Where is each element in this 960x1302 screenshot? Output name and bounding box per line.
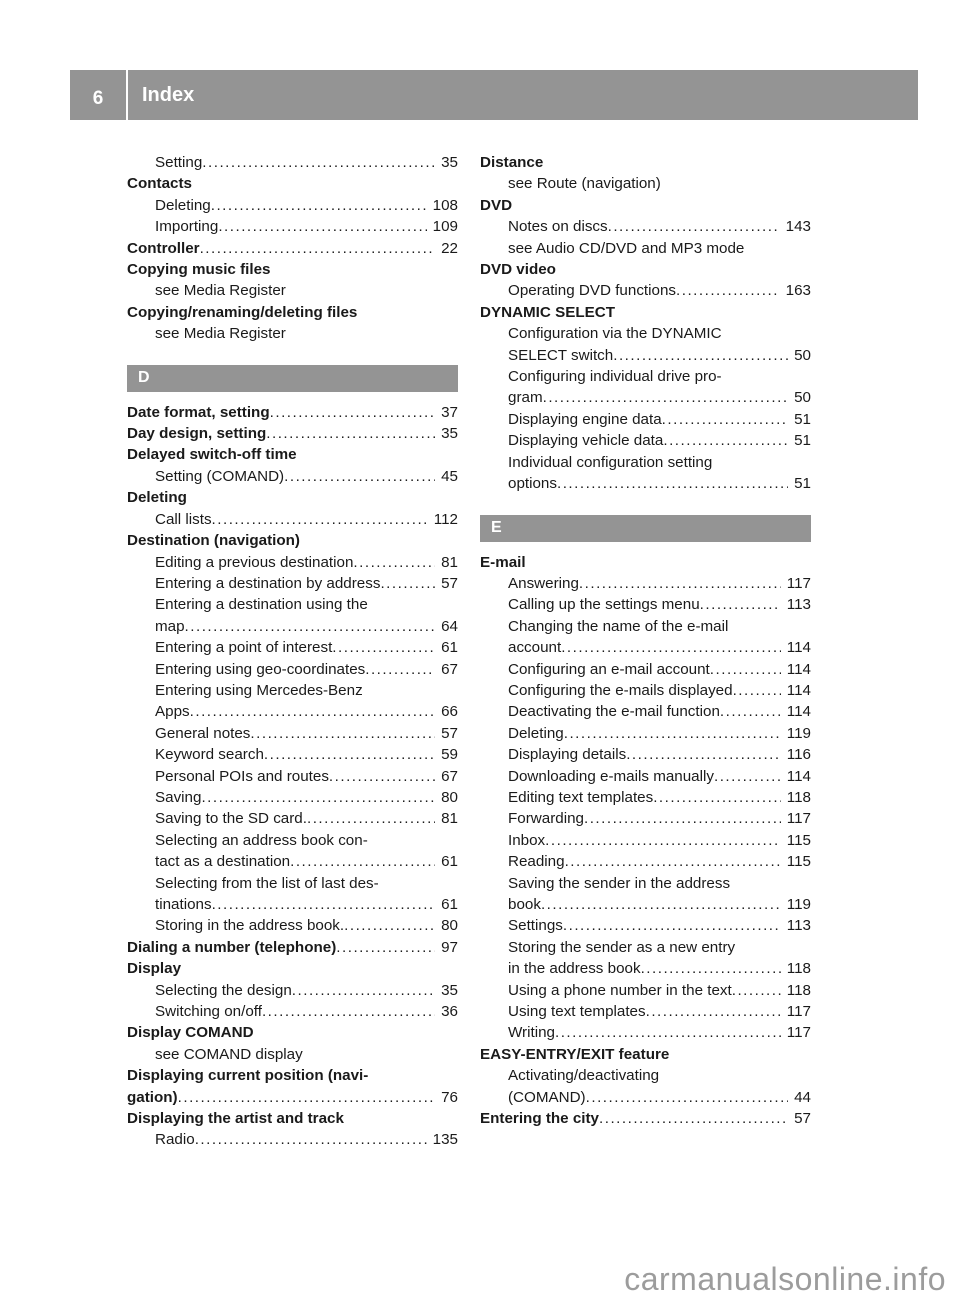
- index-subentry: [480, 1022, 811, 1043]
- page-reference[interactable]: 113: [786, 596, 811, 614]
- leader-dots: [561, 637, 781, 658]
- leader-dots: [178, 1087, 435, 1108]
- leader-dots: [212, 894, 436, 915]
- page-reference[interactable]: 114: [786, 639, 811, 657]
- leader-dots: [555, 1022, 781, 1043]
- page-reference[interactable]: 135: [432, 1131, 458, 1149]
- index-entry: [127, 302, 458, 323]
- entry-label: Deleting: [127, 489, 187, 507]
- index-subentry: [480, 409, 811, 430]
- index-subentry: [480, 915, 811, 936]
- index-subentry: [480, 637, 811, 658]
- entry-label: Individual configuration setting: [508, 453, 713, 471]
- index-entry: [127, 958, 458, 979]
- index-entry: [480, 1044, 811, 1065]
- index-entry: [480, 1108, 811, 1129]
- entry-label: Day design, setting: [127, 425, 267, 443]
- leader-dots: [557, 473, 788, 494]
- index-subentry: [127, 216, 458, 237]
- index-subentry: [127, 744, 458, 765]
- entry-label: Writing: [508, 1024, 555, 1042]
- index-subentry: [480, 701, 811, 722]
- leader-dots: [579, 573, 781, 594]
- entry-label: Inbox: [508, 831, 546, 849]
- index-subentry: [480, 366, 811, 387]
- page-reference[interactable]: 50: [794, 389, 811, 407]
- leader-dots: [565, 851, 781, 872]
- index-subentry: [127, 851, 458, 872]
- leader-dots: [545, 830, 781, 851]
- watermark: carmanualsonline.info: [624, 1261, 946, 1297]
- page-reference[interactable]: 117: [786, 810, 811, 828]
- entry-label: (COMAND): [508, 1088, 586, 1106]
- index-subentry: [480, 473, 811, 494]
- index-entry: [127, 423, 458, 444]
- index-entry: [480, 195, 811, 216]
- entry-label: Editing a previous destination: [155, 553, 354, 571]
- leader-dots: [262, 1001, 435, 1022]
- leader-dots: [190, 701, 435, 722]
- section-header: D: [127, 365, 458, 392]
- page-reference[interactable]: 67: [441, 767, 458, 785]
- page-reference[interactable]: 118: [786, 981, 811, 999]
- page-reference[interactable]: 51: [794, 432, 811, 450]
- leader-dots: [218, 216, 426, 237]
- leader-dots: [329, 766, 435, 787]
- leader-dots: [202, 152, 435, 173]
- index-entry: [127, 173, 458, 194]
- entry-label: Contacts: [127, 175, 192, 193]
- index-subentry: [127, 195, 458, 216]
- index-column-right: [480, 152, 811, 1129]
- entry-label: SELECT switch: [508, 346, 614, 364]
- index-entry: [127, 402, 458, 423]
- index-subentry: [480, 958, 811, 979]
- leader-dots: [541, 894, 781, 915]
- page-reference[interactable]: 57: [441, 724, 458, 742]
- leader-dots: [584, 808, 781, 829]
- entry-label: Dialing a number (telephone): [127, 938, 337, 956]
- leader-dots: [200, 238, 436, 259]
- index-subentry: [480, 238, 811, 259]
- leader-dots: [662, 409, 788, 430]
- entry-label: book: [508, 896, 541, 913]
- leader-dots: [564, 723, 781, 744]
- entry-label: Displaying current position (navi-: [127, 1067, 369, 1085]
- page-reference[interactable]: 51: [794, 410, 811, 428]
- page-reference[interactable]: 118: [786, 960, 811, 978]
- page-reference[interactable]: 117: [786, 1003, 811, 1021]
- page-reference[interactable]: 114: [786, 681, 811, 699]
- page-reference[interactable]: 80: [441, 788, 458, 806]
- index-subentry: [480, 680, 811, 701]
- page-reference[interactable]: 22: [441, 239, 458, 257]
- index-subentry: [480, 766, 811, 787]
- entry-label: tinations: [155, 896, 212, 913]
- page-reference[interactable]: 116: [786, 746, 811, 764]
- leader-dots: [653, 787, 781, 808]
- page-reference[interactable]: 115: [786, 831, 811, 849]
- entry-label: Keyword search: [155, 746, 264, 764]
- leader-dots: [733, 680, 781, 701]
- entry-label: Display: [127, 960, 182, 978]
- entry-label: Deleting: [508, 724, 564, 742]
- entry-label: Forwarding: [508, 810, 584, 828]
- page-reference[interactable]: 57: [794, 1110, 811, 1128]
- entry-label: see Media Register: [155, 282, 286, 300]
- index-subentry: [127, 573, 458, 594]
- entry-label: Selecting the design: [155, 981, 292, 999]
- entry-label: Personal POIs and routes: [155, 767, 329, 785]
- index-column-left: [127, 152, 458, 1151]
- page-number: 6: [70, 70, 126, 120]
- entry-label: Display COMAND: [127, 1024, 254, 1042]
- index-entry: [127, 238, 458, 259]
- page-reference[interactable]: 36: [441, 1003, 458, 1021]
- index-subentry: [480, 873, 811, 894]
- index-subentry: [480, 323, 811, 344]
- index-entry: [480, 552, 811, 573]
- index-subentry: [127, 894, 458, 915]
- entry-label: Controller: [127, 239, 200, 257]
- page-reference[interactable]: 66: [441, 703, 458, 721]
- entry-label: Distance: [480, 154, 544, 171]
- index-subentry: [480, 216, 811, 237]
- entry-label: Downloading e-mails manually: [508, 767, 714, 785]
- index-subentry: [127, 915, 458, 936]
- leader-dots: [195, 1129, 427, 1150]
- page-reference[interactable]: 81: [441, 553, 458, 571]
- index-subentry: [480, 787, 811, 808]
- index-entry: [127, 1108, 458, 1129]
- page-reference[interactable]: 44: [794, 1088, 811, 1106]
- entry-label: map: [155, 617, 185, 635]
- entry-label: account: [508, 639, 562, 657]
- page-reference[interactable]: 57: [441, 574, 458, 592]
- entry-label: Configuring the e-mails displayed: [508, 681, 733, 699]
- index-subentry: [127, 152, 458, 173]
- leader-dots: [710, 659, 781, 680]
- index-subentry: [480, 808, 811, 829]
- entry-label: Entering a destination by address: [155, 574, 381, 592]
- page-reference[interactable]: 50: [794, 346, 811, 364]
- page-reference[interactable]: 64: [441, 617, 458, 635]
- entry-label: Changing the name of the e-mail: [508, 617, 729, 635]
- leader-dots: [732, 980, 781, 1001]
- page-reference[interactable]: 51: [794, 475, 811, 493]
- entry-label: Setting (COMAND): [155, 467, 285, 485]
- leader-dots: [714, 766, 781, 787]
- entry-label: options: [508, 475, 557, 493]
- entry-label: tact as a destination: [155, 853, 291, 871]
- leader-dots: [543, 387, 788, 408]
- page-reference[interactable]: 37: [441, 403, 458, 421]
- entry-label: General notes: [155, 724, 251, 742]
- page-reference[interactable]: 67: [441, 660, 458, 678]
- index-entry: [127, 1022, 458, 1043]
- entry-label: Entering a point of interest: [155, 639, 333, 657]
- index-subentry: [127, 280, 458, 301]
- entry-label: Editing text templates: [508, 788, 654, 806]
- index-entry: [127, 937, 458, 958]
- index-subentry: [480, 980, 811, 1001]
- index-subentry: [127, 766, 458, 787]
- leader-dots: [720, 701, 781, 722]
- index-subentry: [480, 744, 811, 765]
- index-subentry: [127, 873, 458, 894]
- index-subentry: [480, 594, 811, 615]
- leader-dots: [270, 402, 435, 423]
- page-reference[interactable]: 61: [441, 896, 458, 913]
- index-subentry: [127, 723, 458, 744]
- page-reference[interactable]: 81: [441, 810, 458, 828]
- index-subentry: [127, 637, 458, 658]
- leader-dots: [284, 466, 435, 487]
- leader-dots: [336, 937, 435, 958]
- index-subentry: [480, 452, 811, 473]
- leader-dots: [201, 787, 435, 808]
- leader-dots: [212, 509, 428, 530]
- page-title: Index: [128, 70, 918, 120]
- entry-label: Notes on discs: [508, 218, 608, 236]
- leader-dots: [292, 980, 435, 1001]
- index-subentry: [127, 1129, 458, 1150]
- entry-label: see Media Register: [155, 325, 286, 343]
- index-subentry: [480, 387, 811, 408]
- leader-dots: [613, 345, 788, 366]
- page-reference[interactable]: 119: [786, 724, 811, 742]
- index-subentry: [480, 573, 811, 594]
- index-subentry: [127, 552, 458, 573]
- index-subentry: [480, 1065, 811, 1086]
- index-subentry: [127, 616, 458, 637]
- entry-label: Calling up the settings menu: [508, 596, 700, 614]
- page-reference[interactable]: 108: [432, 196, 458, 214]
- page-reference[interactable]: 35: [441, 425, 458, 443]
- leader-dots: [211, 195, 427, 216]
- entry-label: DYNAMIC SELECT: [480, 303, 616, 321]
- page-reference[interactable]: 109: [432, 218, 458, 236]
- entry-label: Destination (navigation): [127, 532, 300, 550]
- page-reference[interactable]: 117: [786, 574, 811, 592]
- entry-label: Saving to the SD card.: [155, 810, 307, 828]
- page-reference[interactable]: 118: [786, 788, 811, 806]
- index-subentry: [480, 937, 811, 958]
- page-reference[interactable]: 45: [441, 467, 458, 485]
- entry-label: Copying/renaming/deleting files: [127, 303, 358, 321]
- entry-label: see COMAND display: [155, 1045, 303, 1063]
- index-subentry: [480, 430, 811, 451]
- leader-dots: [608, 216, 780, 237]
- leader-dots: [365, 659, 435, 680]
- entry-label: Selecting from the list of last des-: [155, 874, 379, 892]
- index-subentry: [480, 280, 811, 301]
- entry-label: Storing the sender as a new entry: [508, 938, 736, 956]
- page-reference[interactable]: 76: [441, 1088, 458, 1106]
- leader-dots: [663, 430, 788, 451]
- index-entry: [127, 530, 458, 551]
- entry-label: Saving: [155, 788, 202, 806]
- index-subentry: [480, 345, 811, 366]
- entry-label: Settings: [508, 917, 563, 935]
- entry-label: Deactivating the e-mail function: [508, 703, 720, 721]
- entry-label: Deleting: [155, 196, 211, 214]
- leader-dots: [344, 915, 435, 936]
- page-reference[interactable]: 35: [441, 154, 458, 171]
- page-reference[interactable]: 119: [786, 896, 811, 913]
- entry-label: Displaying vehicle data: [508, 432, 664, 450]
- entry-label: Saving the sender in the address: [508, 874, 731, 892]
- index-subentry: [480, 1001, 811, 1022]
- entry-label: E-mail: [480, 553, 526, 571]
- index-entry: [127, 1065, 458, 1086]
- index-subentry: [127, 787, 458, 808]
- index-subentry: [127, 659, 458, 680]
- index-subentry: [127, 323, 458, 344]
- entry-label: Entering using Mercedes-Benz: [155, 681, 363, 699]
- entry-label: Operating DVD functions: [508, 282, 676, 300]
- leader-dots: [586, 1087, 788, 1108]
- entry-label: gation): [127, 1088, 178, 1106]
- leader-dots: [332, 637, 435, 658]
- entry-label: DVD: [480, 196, 513, 214]
- entry-label: Date format, setting: [127, 403, 270, 421]
- page-reference[interactable]: 97: [441, 938, 458, 956]
- index-subentry: [127, 1001, 458, 1022]
- index-subentry: [127, 701, 458, 722]
- entry-label: Displaying engine data: [508, 410, 662, 428]
- index-subentry: [127, 680, 458, 701]
- index-subentry: [127, 466, 458, 487]
- index-entry: [480, 302, 811, 323]
- leader-dots: [290, 851, 435, 872]
- entry-label: EASY-ENTRY/EXIT feature: [480, 1045, 670, 1063]
- leader-dots: [641, 958, 781, 979]
- entry-label: Selecting an address book con-: [155, 831, 368, 849]
- index-subentry: [480, 723, 811, 744]
- leader-dots: [676, 280, 780, 301]
- index-subentry: [127, 830, 458, 851]
- entry-label: Answering: [508, 574, 579, 592]
- entry-label: Displaying details: [508, 746, 627, 764]
- page-reference[interactable]: 117: [786, 1024, 811, 1042]
- index-subentry: [127, 808, 458, 829]
- section-header: E: [480, 515, 811, 542]
- leader-dots: [264, 744, 435, 765]
- page-reference[interactable]: 114: [786, 767, 811, 785]
- page-reference[interactable]: 35: [441, 981, 458, 999]
- index-subentry: [480, 851, 811, 872]
- entry-label: Call lists: [155, 510, 212, 528]
- leader-dots: [563, 915, 781, 936]
- index-subentry: [127, 1044, 458, 1065]
- leader-dots: [380, 573, 435, 594]
- index-subentry: [127, 980, 458, 1001]
- leader-dots: [599, 1108, 788, 1129]
- entry-label: Setting: [155, 154, 203, 171]
- index-subentry: [480, 1087, 811, 1108]
- leader-dots: [646, 1001, 781, 1022]
- page-reference[interactable]: 114: [786, 660, 811, 678]
- index-subentry: [480, 616, 811, 637]
- entry-label: Activating/deactivating: [508, 1067, 660, 1085]
- page-reference[interactable]: 61: [441, 639, 458, 657]
- index-subentry: [480, 173, 811, 194]
- page-reference[interactable]: 59: [441, 746, 458, 764]
- entry-label: Entering using geo-coordinates: [155, 660, 366, 678]
- index-subentry: [127, 594, 458, 615]
- entry-label: see Route (navigation): [508, 175, 661, 193]
- entry-label: Delayed switch-off time: [127, 446, 297, 464]
- page-reference[interactable]: 114: [786, 703, 811, 721]
- index-subentry: [127, 509, 458, 530]
- entry-label: Configuring an e-mail account: [508, 660, 710, 678]
- entry-label: Reading: [508, 853, 565, 871]
- index-entry: [127, 1087, 458, 1108]
- entry-label: gram: [508, 389, 543, 407]
- page-reference[interactable]: 80: [441, 917, 458, 935]
- page-reference[interactable]: 113: [786, 917, 811, 935]
- page-reference[interactable]: 163: [785, 282, 811, 300]
- entry-label: Configuration via the DYNAMIC: [508, 325, 722, 343]
- index-entry: [127, 444, 458, 465]
- leader-dots: [626, 744, 781, 765]
- leader-dots: [266, 423, 435, 444]
- entry-label: Using text templates: [508, 1003, 646, 1021]
- entry-label: Radio: [155, 1131, 195, 1149]
- entry-label: Using a phone number in the text: [508, 981, 732, 999]
- page-reference[interactable]: 112: [433, 510, 458, 528]
- leader-dots: [250, 723, 435, 744]
- entry-label: Importing: [155, 218, 219, 236]
- index-subentry: [480, 659, 811, 680]
- index-entry: [480, 259, 811, 280]
- index-subentry: [480, 894, 811, 915]
- index-entry: [127, 259, 458, 280]
- page-reference[interactable]: 61: [441, 853, 458, 871]
- leader-dots: [185, 616, 436, 637]
- entry-label: Entering a destination using the: [155, 596, 368, 614]
- page-header: [70, 70, 918, 120]
- entry-label: DVD video: [480, 261, 556, 279]
- entry-label: Switching on/off: [155, 1003, 262, 1021]
- entry-label: Entering the city: [480, 1110, 599, 1128]
- index-entry: [480, 152, 811, 173]
- entry-label: see Audio CD/DVD and MP3 mode: [508, 239, 745, 257]
- index-subentry: [480, 830, 811, 851]
- entry-label: Storing in the address book.: [155, 917, 345, 935]
- leader-dots: [700, 594, 781, 615]
- leader-dots: [307, 808, 435, 829]
- leader-dots: [353, 552, 435, 573]
- entry-label: in the address book: [508, 960, 641, 978]
- page-reference[interactable]: 115: [786, 853, 811, 871]
- entry-label: Copying music files: [127, 261, 271, 279]
- entry-label: Configuring individual drive pro-: [508, 368, 722, 386]
- page-reference[interactable]: 143: [785, 218, 811, 236]
- index-entry: [127, 487, 458, 508]
- entry-label: Apps: [155, 703, 190, 721]
- entry-label: Displaying the artist and track: [127, 1110, 344, 1128]
